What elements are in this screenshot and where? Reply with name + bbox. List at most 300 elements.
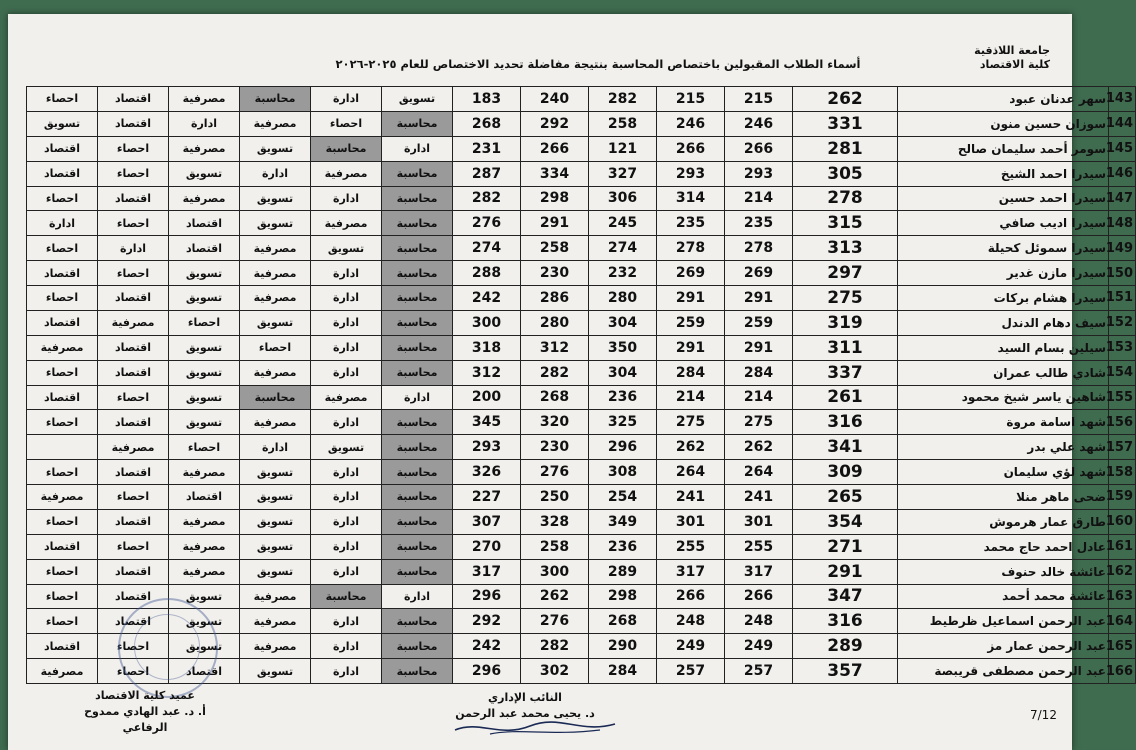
subject-score: 274: [589, 236, 657, 261]
specialization-preference: احصاء: [98, 261, 169, 286]
table-row: [27, 211, 1136, 236]
subject-score: 262: [657, 435, 725, 460]
total-score: 337: [793, 360, 898, 385]
specialization-preference: ادارة: [382, 385, 453, 410]
subject-score: 214: [657, 385, 725, 410]
row-number: 145: [1109, 136, 1136, 161]
specialization-preference: اقتصاد: [98, 410, 169, 435]
subject-score: 327: [589, 161, 657, 186]
specialization-preference: تسويق: [311, 435, 382, 460]
specialization-preference: ادارة: [240, 435, 311, 460]
specialization-preference: ادارة: [311, 87, 382, 112]
subject-score: 290: [589, 634, 657, 659]
specialization-preference: اقتصاد: [27, 385, 98, 410]
subject-score: 275: [725, 410, 793, 435]
total-score: 275: [793, 286, 898, 311]
subject-score: 284: [657, 360, 725, 385]
specialization-preference: تسويق: [311, 236, 382, 261]
row-number: 151: [1109, 286, 1136, 311]
row-number: 158: [1109, 460, 1136, 485]
specialization-preference: محاسبة: [382, 460, 453, 485]
total-score: 341: [793, 435, 898, 460]
specialization-preference: مصرفية: [240, 286, 311, 311]
student-name: عادل احمد حاج محمد: [898, 534, 1109, 559]
subject-score: 314: [657, 186, 725, 211]
subject-score: 312: [453, 360, 521, 385]
specialization-preference: ادارة: [311, 559, 382, 584]
row-number: 157: [1109, 435, 1136, 460]
specialization-preference: تسويق: [169, 286, 240, 311]
subject-score: 320: [521, 410, 589, 435]
specialization-preference: اقتصاد: [169, 485, 240, 510]
specialization-preference: محاسبة: [382, 261, 453, 286]
subject-score: 296: [589, 435, 657, 460]
specialization-preference: احصاء: [27, 87, 98, 112]
total-score: 354: [793, 509, 898, 534]
table-row: [27, 509, 1136, 534]
specialization-preference: تسويق: [169, 261, 240, 286]
row-number: 156: [1109, 410, 1136, 435]
specialization-preference: ادارة: [169, 111, 240, 136]
table-row: [27, 87, 1136, 112]
total-score: 316: [793, 609, 898, 634]
subject-score: 270: [453, 534, 521, 559]
specialization-preference: مصرفية: [240, 584, 311, 609]
subject-score: 291: [521, 211, 589, 236]
table-row: [27, 435, 1136, 460]
specialization-preference: اقتصاد: [98, 286, 169, 311]
specialization-preference: اقتصاد: [98, 335, 169, 360]
specialization-preference: ادارة: [311, 261, 382, 286]
subject-score: 214: [725, 385, 793, 410]
specialization-preference: تسويق: [240, 559, 311, 584]
subject-score: 276: [521, 609, 589, 634]
specialization-preference: مصرفية: [169, 509, 240, 534]
specialization-preference: اقتصاد: [169, 236, 240, 261]
specialization-preference: مصرفية: [98, 435, 169, 460]
subject-score: 334: [521, 161, 589, 186]
university-name: جامعة اللاذقية: [974, 44, 1050, 57]
subject-score: 268: [589, 609, 657, 634]
subject-score: 249: [657, 634, 725, 659]
subject-score: 269: [657, 261, 725, 286]
subject-score: 304: [589, 360, 657, 385]
student-name: سيدرا سموئل كحيلة: [898, 236, 1109, 261]
specialization-preference: تسويق: [240, 186, 311, 211]
specialization-preference: احصاء: [27, 609, 98, 634]
specialization-preference: مصرفية: [27, 335, 98, 360]
faculty-name: كلية الاقتصاد: [979, 58, 1050, 71]
total-score: 331: [793, 111, 898, 136]
subject-score: 266: [521, 136, 589, 161]
subject-score: 258: [521, 236, 589, 261]
specialization-preference: مصرفية: [169, 460, 240, 485]
subject-score: 257: [725, 659, 793, 684]
total-score: 357: [793, 659, 898, 684]
subject-score: 274: [453, 236, 521, 261]
subject-score: 278: [725, 236, 793, 261]
student-name: عبد الرحمن اسماعيل ظرطيط: [898, 609, 1109, 634]
specialization-preference: ادارة: [311, 509, 382, 534]
subject-score: 280: [521, 310, 589, 335]
total-score: 265: [793, 485, 898, 510]
subject-score: 301: [657, 509, 725, 534]
subject-score: 236: [589, 534, 657, 559]
subject-score: 302: [521, 659, 589, 684]
subject-score: 246: [725, 111, 793, 136]
subject-score: 266: [657, 584, 725, 609]
specialization-preference: ادارة: [311, 360, 382, 385]
subject-score: 317: [657, 559, 725, 584]
subject-score: 269: [725, 261, 793, 286]
specialization-preference: احصاء: [98, 534, 169, 559]
student-name: سيدرا احمد الشيخ: [898, 161, 1109, 186]
specialization-preference: ادارة: [311, 534, 382, 559]
specialization-preference: مصرفية: [311, 385, 382, 410]
specialization-preference: محاسبة: [382, 559, 453, 584]
specialization-preference: محاسبة: [382, 534, 453, 559]
row-number: 165: [1109, 634, 1136, 659]
student-name: سيدرا هشام بركات: [898, 286, 1109, 311]
row-number: 153: [1109, 335, 1136, 360]
subject-score: 235: [725, 211, 793, 236]
specialization-preference: ادارة: [311, 485, 382, 510]
subject-score: 236: [589, 385, 657, 410]
row-number: 159: [1109, 485, 1136, 510]
table-row: [27, 360, 1136, 385]
specialization-preference: مصرفية: [240, 410, 311, 435]
table-row: [27, 111, 1136, 136]
specialization-preference: اقتصاد: [98, 111, 169, 136]
subject-score: 287: [453, 161, 521, 186]
table-row: [27, 335, 1136, 360]
subject-score: 248: [657, 609, 725, 634]
specialization-preference: مصرفية: [27, 659, 98, 684]
subject-score: 325: [589, 410, 657, 435]
student-name: سيدرا مازن غدير: [898, 261, 1109, 286]
specialization-preference: تسويق: [240, 659, 311, 684]
specialization-preference: ادارة: [311, 659, 382, 684]
specialization-preference: تسويق: [169, 161, 240, 186]
subject-score: 242: [453, 634, 521, 659]
specialization-preference: تسويق: [169, 385, 240, 410]
specialization-preference: محاسبة: [382, 659, 453, 684]
subject-score: 249: [725, 634, 793, 659]
table-row: [27, 286, 1136, 311]
subject-score: 227: [453, 485, 521, 510]
specialization-preference: اقتصاد: [98, 460, 169, 485]
specialization-preference: مصرفية: [169, 87, 240, 112]
row-number: 162: [1109, 559, 1136, 584]
subject-score: 328: [521, 509, 589, 534]
specialization-preference: محاسبة: [382, 485, 453, 510]
row-number: 160: [1109, 509, 1136, 534]
specialization-preference: محاسبة: [382, 410, 453, 435]
subject-score: 257: [657, 659, 725, 684]
subject-score: 248: [725, 609, 793, 634]
subject-score: 183: [453, 87, 521, 112]
subject-score: 300: [521, 559, 589, 584]
row-number: 155: [1109, 385, 1136, 410]
specialization-preference: اقتصاد: [98, 609, 169, 634]
table-row: [27, 310, 1136, 335]
specialization-preference: تسويق: [169, 609, 240, 634]
subject-score: 298: [589, 584, 657, 609]
specialization-preference: احصاء: [98, 634, 169, 659]
subject-score: 291: [725, 286, 793, 311]
student-name: عائشة محمد أحمد: [898, 584, 1109, 609]
subject-score: 268: [521, 385, 589, 410]
table-row: [27, 534, 1136, 559]
specialization-preference: تسويق: [240, 460, 311, 485]
total-score: 309: [793, 460, 898, 485]
row-number: 148: [1109, 211, 1136, 236]
subject-score: 292: [521, 111, 589, 136]
specialization-preference: احصاء: [98, 211, 169, 236]
student-name: سيلين بسام السيد: [898, 335, 1109, 360]
specialization-preference: مصرفية: [240, 360, 311, 385]
specialization-preference: ادارة: [311, 186, 382, 211]
specialization-preference: محاسبة: [240, 385, 311, 410]
subject-score: 293: [453, 435, 521, 460]
row-number: 164: [1109, 609, 1136, 634]
subject-score: 246: [657, 111, 725, 136]
subject-score: 282: [589, 87, 657, 112]
row-number: 147: [1109, 186, 1136, 211]
subject-score: 282: [453, 186, 521, 211]
specialization-preference: تسويق: [240, 136, 311, 161]
row-number: 146: [1109, 161, 1136, 186]
specialization-preference: احصاء: [27, 460, 98, 485]
subject-score: 255: [657, 534, 725, 559]
specialization-preference: اقتصاد: [98, 509, 169, 534]
row-number: 166: [1109, 659, 1136, 684]
specialization-preference: مصرفية: [240, 634, 311, 659]
subject-score: 262: [725, 435, 793, 460]
student-name: شاهين ياسر شيخ محمود: [898, 385, 1109, 410]
specialization-preference: ادارة: [311, 460, 382, 485]
total-score: 313: [793, 236, 898, 261]
specialization-preference: [27, 435, 98, 460]
specialization-preference: احصاء: [98, 485, 169, 510]
total-score: 305: [793, 161, 898, 186]
specialization-preference: اقتصاد: [98, 186, 169, 211]
specialization-preference: احصاء: [27, 186, 98, 211]
specialization-preference: مصرفية: [240, 111, 311, 136]
subject-score: 292: [453, 609, 521, 634]
specialization-preference: مصرفية: [169, 559, 240, 584]
specialization-preference: احصاء: [27, 236, 98, 261]
specialization-preference: احصاء: [27, 584, 98, 609]
student-name: عبد الرحمن عمار مز: [898, 634, 1109, 659]
subject-score: 300: [453, 310, 521, 335]
specialization-preference: احصاء: [27, 360, 98, 385]
subject-score: 241: [657, 485, 725, 510]
student-name: شهد اسامة مروة: [898, 410, 1109, 435]
specialization-preference: محاسبة: [382, 435, 453, 460]
subject-score: 231: [453, 136, 521, 161]
subject-score: 312: [521, 335, 589, 360]
subject-score: 288: [453, 261, 521, 286]
student-name: شهد لؤي سليمان: [898, 460, 1109, 485]
specialization-preference: اقتصاد: [98, 87, 169, 112]
student-name: سومر أحمد سليمان صالح: [898, 136, 1109, 161]
student-name: ضحى ماهر منلا: [898, 485, 1109, 510]
deputy-title: النائب الإداري: [488, 691, 562, 704]
specialization-preference: اقتصاد: [169, 659, 240, 684]
specialization-preference: محاسبة: [382, 111, 453, 136]
specialization-preference: مصرفية: [240, 261, 311, 286]
dean-title: عميد كلية الاقتصاد: [95, 689, 195, 702]
subject-score: 349: [589, 509, 657, 534]
specialization-preference: تسويق: [240, 485, 311, 510]
total-score: 315: [793, 211, 898, 236]
dean-signature-block: [60, 688, 230, 736]
student-name: سوزان حسين منون: [898, 111, 1109, 136]
subject-score: 282: [521, 634, 589, 659]
table-row: [27, 186, 1136, 211]
subject-score: 289: [589, 559, 657, 584]
specialization-preference: ادارة: [98, 236, 169, 261]
specialization-preference: ادارة: [311, 410, 382, 435]
student-name: عائشة خالد حنوف: [898, 559, 1109, 584]
subject-score: 264: [657, 460, 725, 485]
subject-score: 291: [657, 335, 725, 360]
specialization-preference: محاسبة: [382, 335, 453, 360]
table-row: [27, 460, 1136, 485]
specialization-preference: احصاء: [240, 335, 311, 360]
specialization-preference: تسويق: [240, 534, 311, 559]
row-number: 150: [1109, 261, 1136, 286]
specialization-preference: تسويق: [169, 584, 240, 609]
subject-score: 284: [725, 360, 793, 385]
subject-score: 280: [589, 286, 657, 311]
subject-score: 318: [453, 335, 521, 360]
specialization-preference: محاسبة: [311, 136, 382, 161]
table-row: [27, 485, 1136, 510]
row-number: 144: [1109, 111, 1136, 136]
specialization-preference: محاسبة: [382, 360, 453, 385]
subject-score: 232: [589, 261, 657, 286]
student-name: سيدرا اديب صافي: [898, 211, 1109, 236]
specialization-preference: احصاء: [27, 559, 98, 584]
subject-score: 266: [725, 136, 793, 161]
subject-score: 276: [453, 211, 521, 236]
dean-name: أ. د. عبد الهادي ممدوح الرفاعي: [84, 705, 206, 734]
specialization-preference: ادارة: [311, 335, 382, 360]
specialization-preference: تسويق: [169, 634, 240, 659]
specialization-preference: اقتصاد: [98, 360, 169, 385]
row-number: 149: [1109, 236, 1136, 261]
table-row: [27, 559, 1136, 584]
specialization-preference: مصرفية: [240, 236, 311, 261]
total-score: 297: [793, 261, 898, 286]
specialization-preference: احصاء: [169, 310, 240, 335]
specialization-preference: اقتصاد: [98, 559, 169, 584]
specialization-preference: اقتصاد: [169, 211, 240, 236]
specialization-preference: مصرفية: [311, 211, 382, 236]
subject-score: 230: [521, 435, 589, 460]
specialization-preference: محاسبة: [311, 584, 382, 609]
subject-score: 245: [589, 211, 657, 236]
table-row: [27, 410, 1136, 435]
subject-score: 255: [725, 534, 793, 559]
specialization-preference: تسويق: [240, 310, 311, 335]
specialization-preference: محاسبة: [382, 186, 453, 211]
specialization-preference: احصاء: [98, 385, 169, 410]
specialization-preference: مصرفية: [169, 534, 240, 559]
specialization-preference: احصاء: [27, 410, 98, 435]
subject-score: 278: [657, 236, 725, 261]
subject-score: 308: [589, 460, 657, 485]
specialization-preference: ادارة: [311, 310, 382, 335]
subject-score: 262: [521, 584, 589, 609]
total-score: 311: [793, 335, 898, 360]
specialization-preference: ادارة: [240, 161, 311, 186]
row-number: 163: [1109, 584, 1136, 609]
table-row: [27, 385, 1136, 410]
row-number: 143: [1109, 87, 1136, 112]
specialization-preference: مصرفية: [27, 485, 98, 510]
specialization-preference: ادارة: [311, 286, 382, 311]
specialization-preference: احصاء: [27, 509, 98, 534]
total-score: 291: [793, 559, 898, 584]
row-number: 161: [1109, 534, 1136, 559]
subject-score: 301: [725, 509, 793, 534]
student-name: طارق عمار هرموش: [898, 509, 1109, 534]
specialization-preference: محاسبة: [382, 509, 453, 534]
deputy-name: د. يحيى محمد عبد الرحمن: [455, 707, 595, 720]
total-score: 319: [793, 310, 898, 335]
specialization-preference: تسويق: [27, 111, 98, 136]
subject-score: 268: [453, 111, 521, 136]
table-row: [27, 236, 1136, 261]
specialization-preference: تسويق: [240, 509, 311, 534]
specialization-preference: ادارة: [382, 136, 453, 161]
specialization-preference: احصاء: [98, 136, 169, 161]
specialization-preference: اقتصاد: [27, 261, 98, 286]
specialization-preference: مصرفية: [98, 310, 169, 335]
specialization-preference: اقتصاد: [27, 136, 98, 161]
student-name: عبد الرحمن مصطفى قريبصة: [898, 659, 1109, 684]
student-name: سيف دهام الدندل: [898, 310, 1109, 335]
subject-score: 317: [725, 559, 793, 584]
subject-score: 214: [725, 186, 793, 211]
subject-score: 259: [725, 310, 793, 335]
subject-score: 296: [453, 584, 521, 609]
specialization-preference: مصرفية: [169, 136, 240, 161]
specialization-preference: احصاء: [169, 435, 240, 460]
specialization-preference: محاسبة: [382, 286, 453, 311]
student-name: شهد علي بدر: [898, 435, 1109, 460]
subject-score: 215: [657, 87, 725, 112]
specialization-preference: محاسبة: [382, 634, 453, 659]
official-stamp: [118, 598, 218, 698]
subject-score: 250: [521, 485, 589, 510]
subject-score: 293: [725, 161, 793, 186]
total-score: 281: [793, 136, 898, 161]
subject-score: 121: [589, 136, 657, 161]
subject-score: 284: [589, 659, 657, 684]
total-score: 262: [793, 87, 898, 112]
specialization-preference: تسويق: [240, 211, 311, 236]
specialization-preference: مصرفية: [311, 161, 382, 186]
subject-score: 266: [725, 584, 793, 609]
subject-score: 307: [453, 509, 521, 534]
specialization-preference: ادارة: [311, 634, 382, 659]
specialization-preference: تسويق: [169, 410, 240, 435]
total-score: 271: [793, 534, 898, 559]
